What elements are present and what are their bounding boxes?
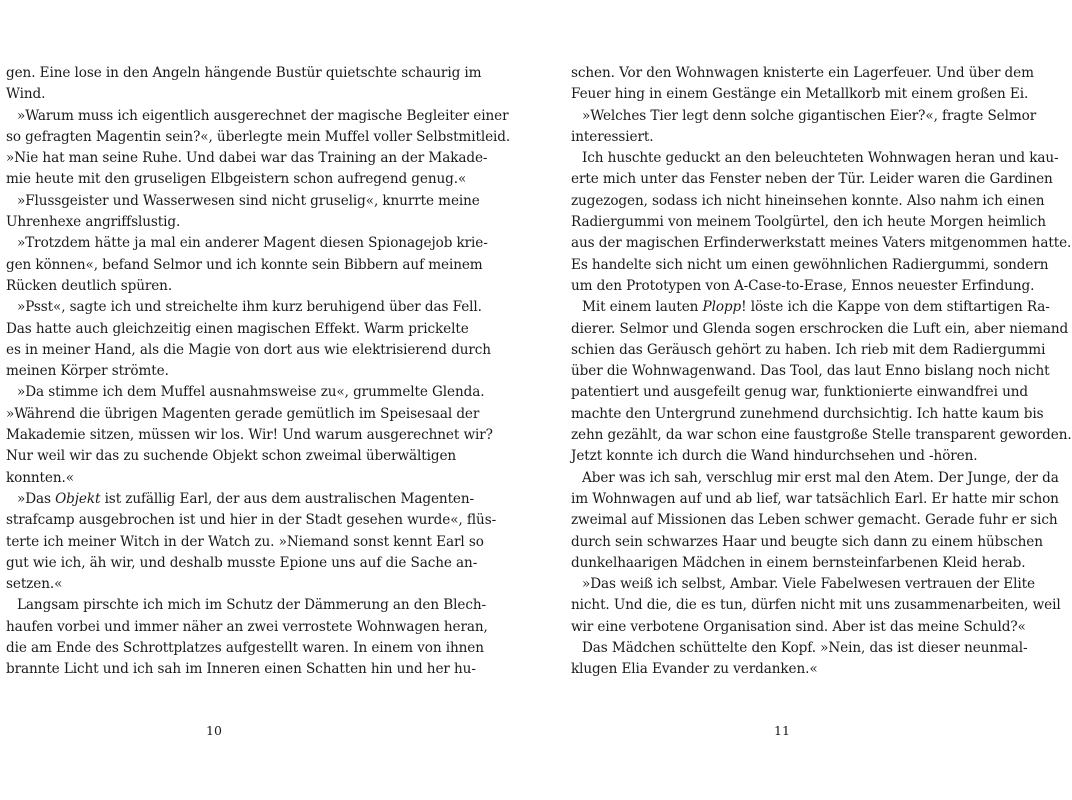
page-number-left: 10 [206, 723, 222, 738]
left-line: Makademie sitzen, müssen wir los. Wir! Und warum ausgerechnet wir? [6, 427, 493, 444]
right-line: »Das weiß ich selbst, Ambar. Viele Fabelwesen vertrauen der Elite [582, 576, 1035, 593]
left-line: so gefragten Magentin sein?«, überlegte mein Muffel voller Selbstmitleid. [6, 128, 511, 145]
right-line: patentiert und ausgefeilt genug war, funktionierte einwandfrei und [571, 384, 1028, 401]
right-line: wir eine verbotene Organisation sind. Aber ist das meine Schuld?« [571, 618, 1026, 635]
right-line: durch sein schwarzes Haar und beugte sich dann zu einem hübschen [571, 533, 1043, 550]
right-line: interessiert. [571, 128, 654, 145]
right-line: über die Wohnwagenwand. Das Tool, das laut Enno bislang noch nicht [571, 363, 1050, 380]
left-line: meinen Körper strömte. [6, 363, 169, 380]
right-line: im Wohnwagen auf und ab lief, war tatsächlich Earl. Er hatte mir schon [571, 490, 1059, 507]
right-line: schien das Geräusch gehört zu haben. Ich rieb mit dem Radiergummi [571, 341, 1046, 358]
left-line: brannte Licht und ich sah im Inneren einen Schatten hin und her hu- [6, 661, 476, 678]
left-page [6, 63, 511, 681]
left-line: setzen.« [6, 576, 63, 593]
right-line: aus der magischen Erfinderwerkstatt meines Vaters mitgenommen hatte. [571, 235, 1072, 252]
right-line: Es handelte sich nicht um einen gewöhnlichen Radiergummi, sondern [571, 256, 1049, 273]
left-line: »Während die übrigen Magenten gerade gemütlich im Speisesaal der [6, 405, 480, 422]
right-line: Feuer hing in einem Gestänge ein Metallkorb mit einem großen Ei. [571, 86, 1029, 103]
left-line: es in meiner Hand, als die Magie von dort aus wie elektrisierend durch [6, 341, 491, 358]
right-line: »Welches Tier legt denn solche gigantischen Eier?«, fragte Selmor [582, 107, 1037, 124]
right-line: zugezogen, sodass ich nicht hineinsehen konnte. Also nahm ich einen [571, 192, 1045, 209]
left-line: Das hatte auch gleichzeitig einen magischen Effekt. Warm prickelte [6, 320, 469, 337]
left-line: »Da stimme ich dem Muffel ausnahmsweise zu«, grummelte Glenda. [17, 384, 485, 401]
right-line: dierer. Selmor und Glenda sogen erschrocken die Luft ein, aber niemand [571, 320, 1069, 337]
right-line: Jetzt konnte ich durch die Wand hindurchsehen und -hören. [571, 448, 978, 465]
left-line: Langsam pirschte ich mich im Schutz der Dämmerung an den Blech- [17, 597, 486, 614]
right-line: Mit einem lauten Plopp! löste ich die Kappe von dem stiftartigen Ra- [582, 299, 1050, 316]
right-line: dunkelhaarigen Mädchen in einem bernsteinfarbenen Kleid herab. [571, 554, 1026, 571]
left-line: »Flussgeister und Wasserwesen sind nicht gruselig«, knurrte meine [17, 192, 480, 209]
left-line: »Warum muss ich eigentlich ausgerechnet der magische Begleiter einer [17, 107, 509, 124]
right-line: machte den Untergrund zunehmend durchsichtig. Ich hatte kaum bis [571, 405, 1044, 422]
left-line: die am Ende des Schrottplatzes aufgestellt waren. In einem von ihnen [6, 640, 484, 657]
right-line: Radiergummi von meinem Toolgürtel, den ich heute Morgen heimlich [571, 214, 1046, 231]
left-line: Wind. [6, 86, 46, 103]
right-line: Aber was ich sah, verschlug mir erst mal den Atem. Der Junge, der da [582, 469, 1059, 486]
left-line: strafcamp ausgebrochen ist und hier in der Stadt gesehen wurde«, flüs- [6, 512, 497, 529]
left-line: haufen vorbei und immer näher an zwei verrostete Wohnwagen heran, [6, 618, 488, 635]
right-line: um den Prototypen von A-Case-to-Erase, Ennos neuester Erfindung. [571, 277, 1035, 294]
left-line: Rücken deutlich spüren. [6, 277, 173, 294]
right-line: schen. Vor den Wohnwagen knisterte ein Lagerfeuer. Und über dem [571, 65, 1034, 81]
left-line: »Das Objekt ist zufällig Earl, der aus dem australischen Magenten- [17, 490, 475, 507]
left-line: gut wie ich, äh wir, und deshalb musste Epione uns auf die Sache an- [6, 554, 478, 571]
right-line: nicht. Und die, die es tun, dürfen nicht mit uns zusammenarbeiten, weil [571, 597, 1061, 614]
left-line: »Trotzdem hätte ja mal ein anderer Magent diesen Spionagejob krie- [17, 235, 488, 252]
right-line: zweimal auf Missionen das Leben schwer gemacht. Gerade fuhr er sich [571, 512, 1058, 529]
left-line: Uhrenhexe angriffslustig. [6, 214, 181, 231]
left-page-text [6, 63, 511, 681]
right-line: Das Mädchen schüttelte den Kopf. »Nein, das ist dieser neunmal- [582, 640, 1028, 657]
left-line: »Nie hat man seine Ruhe. Und dabei war das Training an der Makade- [6, 150, 488, 167]
right-line: Ich huschte geduckt an den beleuchteten Wohnwagen heran und kau- [582, 150, 1059, 167]
left-line: »Psst«, sagte ich und streichelte ihm kurz beruhigend über das Fell. [17, 299, 482, 316]
page-number-right: 11 [774, 723, 790, 738]
left-line: konnten.« [6, 469, 74, 486]
left-line: mie heute mit den gruseligen Elbgeistern schon aufregend genug.« [6, 171, 467, 188]
right-line: zehn gezählt, da war schon eine faustgroße Stelle transparent geworden. [571, 427, 1072, 444]
right-page-text [571, 63, 1072, 681]
left-line: Nur weil wir das zu suchende Objekt schon zweimal überwältigen [6, 448, 457, 465]
left-line: terte ich meiner Witch in der Watch zu. »Niemand sonst kennt Earl so [6, 533, 484, 550]
left-line: gen. Eine lose in den Angeln hängende Bustür quietschte schaurig im [6, 65, 482, 81]
right-line: klugen Elia Evander zu verdanken.« [571, 661, 818, 678]
right-page [571, 63, 1072, 681]
left-line: gen können«, befand Selmor und ich konnte sein Bibbern auf meinem [6, 256, 483, 273]
right-line: erte mich unter das Fenster neben der Tür. Leider waren die Gardinen [571, 171, 1053, 188]
